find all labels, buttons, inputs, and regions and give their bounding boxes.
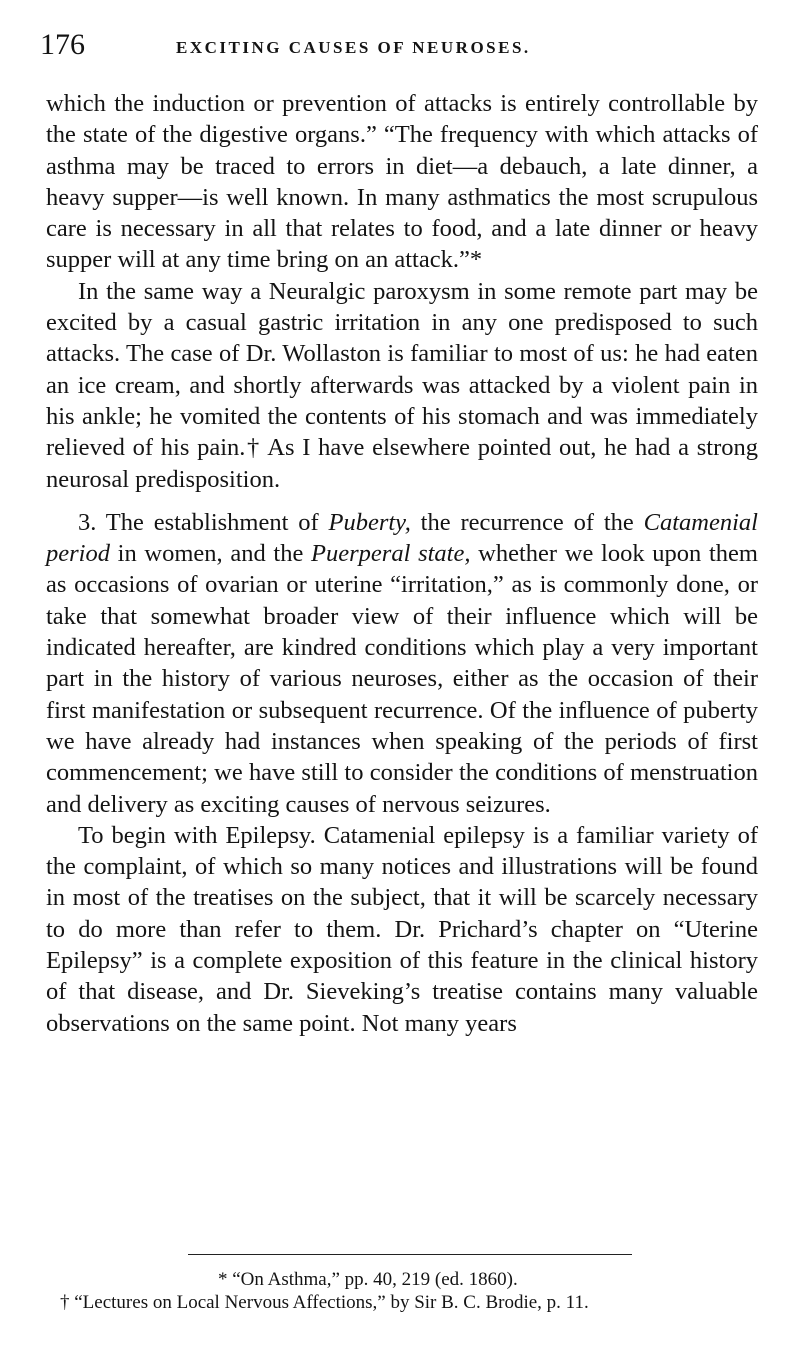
section-3-text-1: 3. The establishment of [78,508,329,536]
term-puberty: Puberty, [328,508,411,536]
section-3-text-2: the recurrence of the [410,508,644,536]
term-catamenial-period: Catamenial period [46,508,758,568]
footnote-brodie: † “Lectures on Local Nervous Affections,” by Sir B. C. Brodie, p. 11. [60,1292,589,1313]
page-header [40,28,760,68]
section-3-text-3: in women, and the [109,540,312,568]
paragraph-section-3 [46,507,758,820]
body-text [46,88,758,1039]
footnotes [60,1268,750,1314]
paragraph-neuralgia: In the same way a Neuralgic paroxysm in some remote part may be excited by a casual gastric irritation in any one predisposed to such attacks. The case of Dr. Wollaston is familiar to most of us: he had eaten an ice cream, and shortly afterwards was attacked by a violent pain in his ankle; he vomited the contents of his stomach and was immediately relieved of his pain.† As I have elsewhere pointed out, he had a strong neurosal predisposition. [46,277,758,493]
page-number: 176 [40,28,85,61]
section-3-text-4: whether we look upon them as occasions of ovarian or uterine “irritation,” as is commonly done, or take that somewhat broader view of their influence which will be indicated hereafter, are kindred conditions which play a very important part in the history of various neuroses, either as the occasion of their first manifestation or subsequent recurrence. Of the influence of puberty we have already had instances when speaking of the periods of first commencement; we have still to consider the conditions of menstruation and delivery as exciting causes of nervous seizures. [46,540,758,818]
footnote-divider [188,1254,632,1255]
paragraph-continuation: which the induction or prevention of attacks is entirely controllable by the state of the digestive organs.” “The frequency with which attacks of asthma may be traced to errors in diet—a debauch, a late dinner, a heavy supper—is well known. In many asthmatics the most scrupulous care is necessary in all that relates to food, and a late dinner or heavy supper will at any time bring on an attack.”* [46,90,758,274]
running-head: EXCITING CAUSES OF NEUROSES. [176,38,531,57]
paragraph-epilepsy: To begin with Epilepsy. Catamenial epilepsy is a familiar variety of the complaint, of which so many notices and illustrations will be found in most of the treatises on the subject, that it will be scarcely necessary to do more than refer to them. Dr. Prichard’s chapter on “Uterine Epilepsy” is a complete exposition of this feature in the clinical history of that disease, and Dr. Sieveking’s treatise contains many valuable observations on the same point. Not many years [46,821,758,1037]
term-puerperal-state: Puerperal state, [311,540,471,568]
footnote-asthma: * “On Asthma,” pp. 40, 219 (ed. 1860). [218,1269,518,1290]
